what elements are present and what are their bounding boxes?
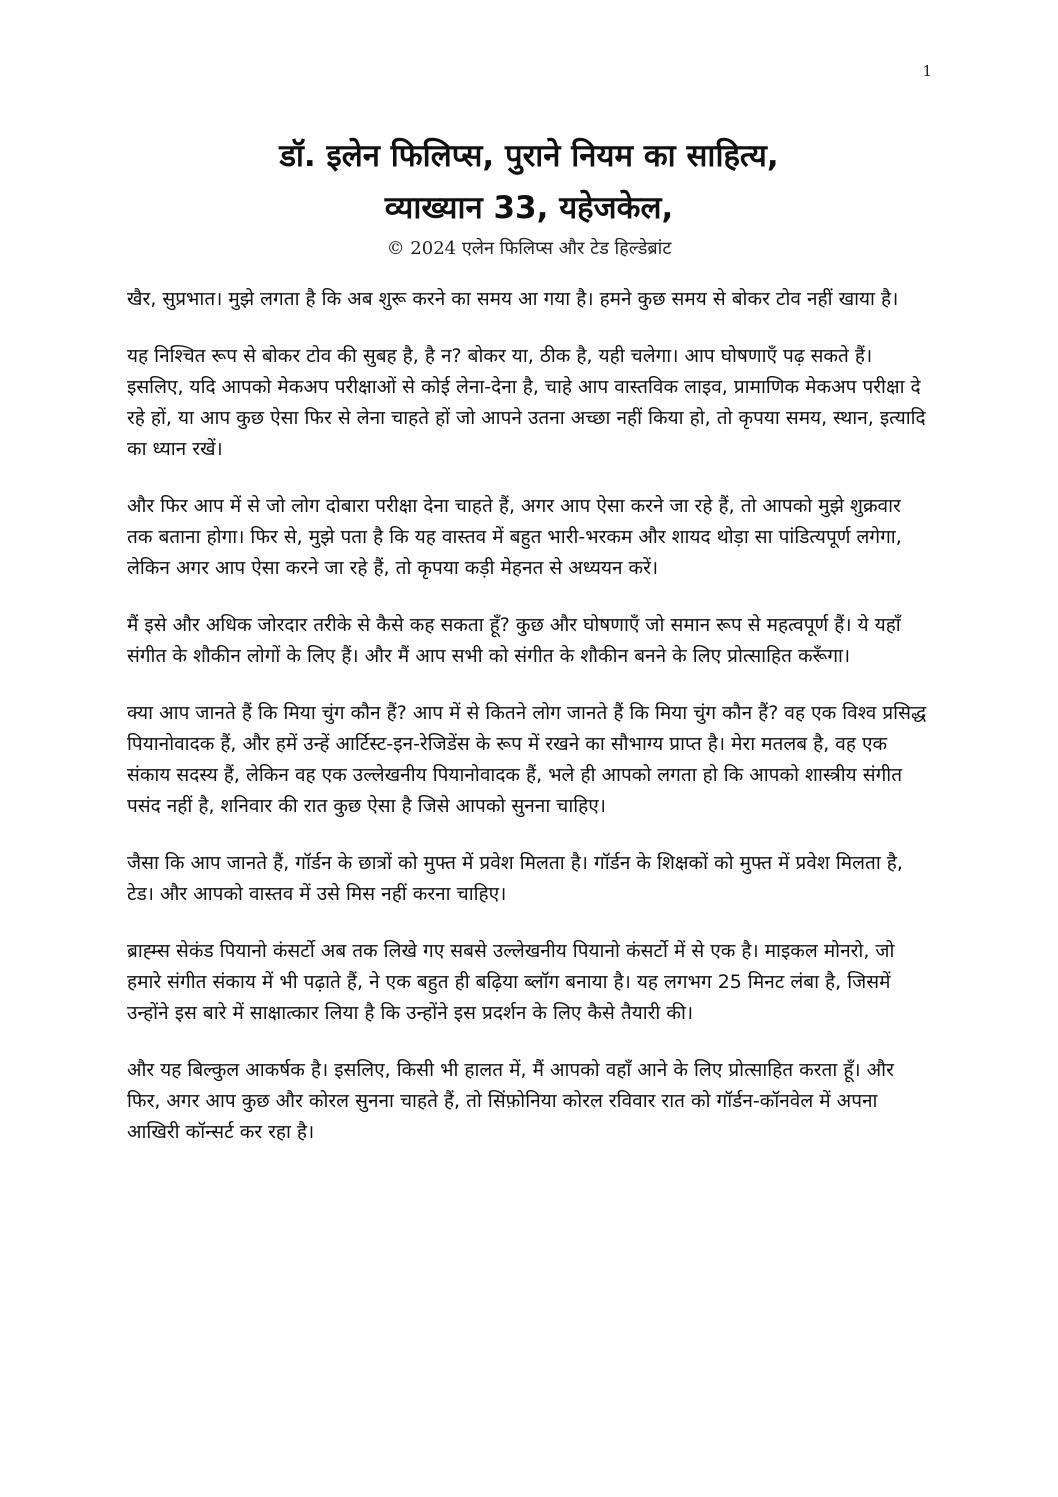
paragraph: मैं इसे और अधिक जोरदार तरीके से कैसे कह सकता हूँ? कुछ और घोषणाएँ जो समान रूप से महत्वपूर्ण हैं। ये यहाँ संगीत के शौकीन लोगों के लिए हैं। और मैं आप सभी को संगीत के शौकीन बनने के लिए प्रोत्साहित करूँगा। (127, 614, 901, 667)
document-body (127, 284, 927, 1174)
copyright-line: © 2024 एलेन फिलिप्स और टेड हिल्डेब्रांट (386, 238, 672, 259)
title-line-2: व्याख्यान 33, यहेजकेल, (384, 190, 674, 226)
paragraph: खैर, सुप्रभात। मुझे लगता है कि अब शुरू करने का समय आ गया है। हमने कुछ समय से बोकर टोव नहीं खाया है। (127, 288, 899, 310)
paragraph: और यह बिल्कुल आकर्षक है। इसलिए, किसी भी हालत में, मैं आपको वहाँ आने के लिए प्रोत्साहित करता हूँ। और फिर, अगर आप कुछ और कोरल सुनना चाहते हैं, तो सिंफ़ोनिया कोरल रविवार रात को गॉर्डन-कॉनवेल में अपना आखिरी कॉन्सर्ट कर रहा है। (127, 1059, 894, 1143)
title-line-1: डॉ. इलेन फिलिप्स, पुराने नियम का साहित्य, (279, 138, 779, 174)
paragraph: जैसा कि आप जानते हैं, गॉर्डन के छात्रों को मुफ्त में प्रवेश मिलता है। गॉर्डन के शिक्षकों को मुफ्त में प्रवेश मिलता है, टेड। और आपको वास्तव में उसे मिस नहीं करना चाहिए। (127, 852, 903, 905)
paragraph: क्या आप जानते हैं कि मिया चुंग कौन हैं? आप में से कितने लोग जानते हैं कि मिया चुंग कौन हैं? वह एक विश्व प्रसिद्ध पियानोवादक हैं, और हमें उन्हें आर्टिस्ट-इन-रेजिडेंस के रूप में रखने का सौभाग्य प्राप्त है। मेरा मतलब है, वह एक संकाय सदस्य हैं, लेकिन वह एक उल्लेखनीय पियानोवादक हैं, भले ही आपको लगता हो कि आपको शास्त्रीय संगीत पसंद नहीं है, शनिवार की रात कुछ ऐसा है जिसे आपको सुनना चाहिए। (127, 702, 927, 817)
paragraph: और फिर आप में से जो लोग दोबारा परीक्षा देना चाहते हैं, अगर आप ऐसा करने जा रहे हैं, तो आपको मुझे शुक्रवार तक बताना होगा। फिर से, मुझे पता है कि यह वास्तव में बहुत भारी-भरकम और शायद थोड़ा सा पांडित्यपूर्ण लगेगा, लेकिन अगर आप ऐसा करने जा रहे हैं, तो कृपया कड़ी मेहनत से अध्ययन करें। (127, 495, 902, 579)
document-header (120, 130, 938, 262)
document-title (120, 130, 938, 234)
paragraph: ब्राह्म्स सेकंड पियानो कंसर्टो अब तक लिखे गए सबसे उल्लेखनीय पियानो कंसर्टो में से एक है। माइकल मोनरो, जो हमारे संगीत संकाय में भी पढ़ाते हैं, ने एक बहुत ही बढ़िया ब्लॉग बनाया है। यह लगभग 25 मिनट लंबा है, जिसमें उन्होंने इस बारे में साक्षात्कार लिया है कि उन्होंने इस प्रदर्शन के लिए कैसे तैयारी की। (127, 940, 895, 1024)
page-number: 1 (922, 62, 932, 80)
paragraph: यह निश्चित रूप से बोकर टोव की सुबह है, है न? बोकर या, ठीक है, यही चलेगा। आप घोषणाएँ पढ़ सकते हैं। इसलिए, यदि आपको मेकअप परीक्षाओं से कोई लेना-देना है, चाहे आप वास्तविक लाइव, प्रामाणिक मेकअप परीक्षा दे रहे हों, या आप कुछ ऐसा फिर से लेना चाहते हों जो आपने उतना अच्छा नहीं किया हो, तो कृपया समय, स्थान, इत्यादि का ध्यान रखें। (127, 345, 926, 460)
